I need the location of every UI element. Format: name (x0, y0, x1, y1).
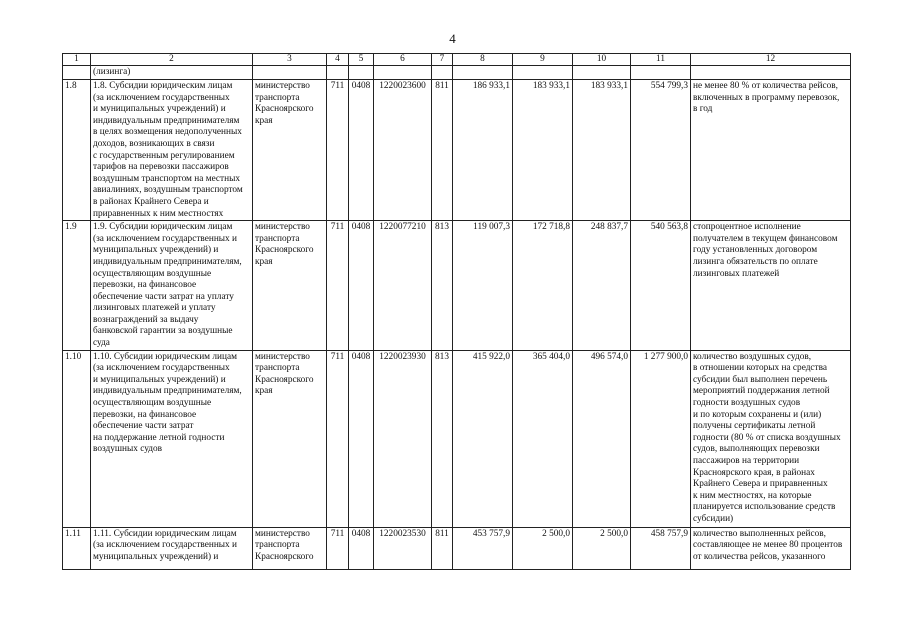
administrator-cell: министерство транспорта Красноярского края (253, 350, 327, 527)
code-cell: 813 (432, 221, 453, 351)
column-number-cell: 8 (453, 54, 513, 66)
amount-cell: 496 574,0 (573, 350, 631, 527)
page-number: 4 (449, 31, 456, 46)
code-cell: 1220023530 (374, 527, 432, 569)
row-number-cell: 1.10 (63, 350, 91, 527)
amount-cell: 365 404,0 (513, 350, 573, 527)
column-number-cell: 12 (691, 54, 851, 66)
code-cell: 1220023600 (374, 80, 432, 221)
amount-cell: 183 933,1 (513, 80, 573, 221)
table-row (63, 350, 851, 527)
empty-cell (513, 66, 573, 80)
column-number-cell: 4 (327, 54, 349, 66)
code-cell: 0408 (349, 221, 374, 351)
code-cell: 711 (327, 80, 349, 221)
amount-cell: 248 837,7 (573, 221, 631, 351)
description-cell: 1.10. Субсидии юридическим лицам (за исключением государственных и муниципальных учреждений) и индивидуальным предпринимателям, осуществляющим воздушные перевозки, на финансовое обеспечение части затрат на поддержание летной годности воздушных судов (91, 350, 253, 527)
amount-cell: 554 799,3 (631, 80, 691, 221)
description-cell: 1.11. Субсидии юридическим лицам (за исключением государственных и муниципальных учреждений) и (91, 527, 253, 569)
empty-cell (349, 66, 374, 80)
column-number-cell: 10 (573, 54, 631, 66)
amount-cell: 183 933,1 (573, 80, 631, 221)
description-cell: 1.8. Субсидии юридическим лицам (за исключением государственных и муниципальных учреждений) и индивидуальным предпринимателям в целях возмещения недополученных доходов, возникающих в связи с государственным регулированием тарифов на перевозки пассажиров воздушным транспортом на местных авиалиниях, воздушным транспортом в районах Крайнего Севера и приравненных к ним местностях (91, 80, 253, 221)
code-cell: 0408 (349, 80, 374, 221)
column-number-cell: 3 (253, 54, 327, 66)
amount-cell: 119 007,3 (453, 221, 513, 351)
column-number-cell: 1 (63, 54, 91, 66)
column-number-cell: 11 (631, 54, 691, 66)
amount-cell: 458 757,9 (631, 527, 691, 569)
result-cell: стопроцентное исполнение получателем в текущем финансовом году установленных договором лизинга обязательств по оплате лизинговых платежей (691, 221, 851, 351)
result-cell: не менее 80 % от количества рейсов, включенных в программу перевозок, в год (691, 80, 851, 221)
description-cell: 1.9. Субсидии юридическим лицам (за исключением государственных и муниципальных учреждений) и индивидуальным предпринимателям, осуществляющим воздушные перевозки, на финансовое обеспечение части затрат на уплату лизинговых платежей и уплату вознаграждений за выдачу банковской гарантии за воздушные суда (91, 221, 253, 351)
column-number-cell: 2 (91, 54, 253, 66)
code-cell: 0408 (349, 527, 374, 569)
empty-cell (374, 66, 432, 80)
amount-cell: 1 277 900,0 (631, 350, 691, 527)
amount-cell: 172 718,8 (513, 221, 573, 351)
column-number-cell: 6 (374, 54, 432, 66)
amount-cell: 415 922,0 (453, 350, 513, 527)
amount-cell: 2 500,0 (573, 527, 631, 569)
row-number-cell: 1.11 (63, 527, 91, 569)
empty-cell (631, 66, 691, 80)
column-number-row (63, 54, 851, 66)
column-number-cell: 5 (349, 54, 374, 66)
amount-cell: 186 933,1 (453, 80, 513, 221)
column-number-cell: 9 (513, 54, 573, 66)
empty-cell (573, 66, 631, 80)
code-cell: 811 (432, 80, 453, 221)
code-cell: 813 (432, 350, 453, 527)
amount-cell: 453 757,9 (453, 527, 513, 569)
code-cell: 1220077210 (374, 221, 432, 351)
code-cell: 711 (327, 221, 349, 351)
continuation-row (63, 66, 851, 80)
administrator-cell: министерство транспорта Красноярского (253, 527, 327, 569)
code-cell: 1220023930 (374, 350, 432, 527)
table-row (63, 221, 851, 351)
code-cell: 0408 (349, 350, 374, 527)
administrator-cell: министерство транспорта Красноярского края (253, 80, 327, 221)
amount-cell: 540 563,8 (631, 221, 691, 351)
empty-cell (327, 66, 349, 80)
description-cell: (лизинга) (91, 66, 253, 80)
result-cell: количество выполненных рейсов, составляющее не менее 80 процентов от количества рейсов, указанного (691, 527, 851, 569)
amount-cell: 2 500,0 (513, 527, 573, 569)
row-number-cell: 1.8 (63, 80, 91, 221)
empty-cell (253, 66, 327, 80)
empty-cell (691, 66, 851, 80)
code-cell: 811 (432, 527, 453, 569)
empty-cell (453, 66, 513, 80)
column-number-cell: 7 (432, 54, 453, 66)
row-number-cell: 1.9 (63, 221, 91, 351)
table-row (63, 80, 851, 221)
administrator-cell: министерство транспорта Красноярского края (253, 221, 327, 351)
code-cell: 711 (327, 527, 349, 569)
code-cell: 711 (327, 350, 349, 527)
empty-cell (432, 66, 453, 80)
empty-cell (63, 66, 91, 80)
budget-table (62, 53, 851, 570)
table-row (63, 527, 851, 569)
result-cell: количество воздушных судов, в отношении которых на средства субсидии был выполнен перечень мероприятий поддержания летной годности воздушных судов и по которым сохранены и (или) получены сертификаты летной годности (80 % от списка воздушных судов, выполняющих перевозки пассажиров на территории Красноярского края, в районах Крайнего Севера и приравненных к ним местностях, на которые планируется использование средств субсидии) (691, 350, 851, 527)
